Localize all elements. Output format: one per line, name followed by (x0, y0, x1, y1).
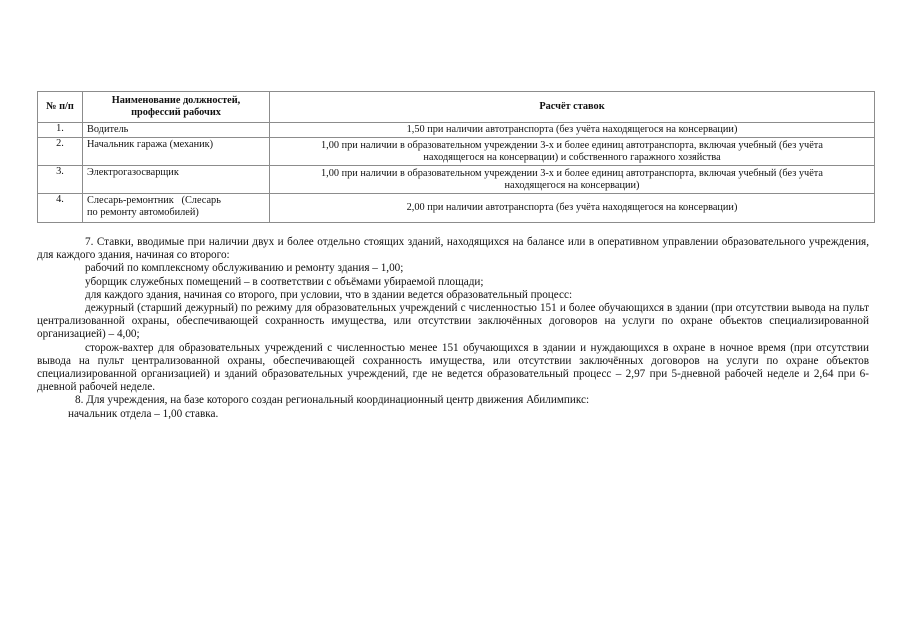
row-number: 1. (38, 123, 83, 138)
row-position (83, 194, 270, 223)
row-rate: 2,00 при наличии автотранспорта (без учёта находящегося на консервации) (270, 194, 875, 223)
row-rate (270, 138, 875, 166)
header-number: № п/п (38, 92, 83, 123)
list-item-each-building: для каждого здания, начиная со второго, при условии, что в здании ведется образовательный процесс: (85, 288, 573, 301)
staff-rates-table (37, 91, 875, 223)
row-position-line1: Слесарь-ремонтник (Слесарь (87, 195, 221, 206)
row-rate: 1,50 при наличии автотранспорта (без учёта находящегося на консервации) (270, 123, 875, 138)
table-row (38, 166, 875, 194)
paragraph-7: 7. Ставки, вводимые при наличии двух и более отдельно стоящих зданий, находящихся на балансе или в оперативном управлении образовательного учреждения, для каждого здания, начиная со второго: (37, 236, 869, 262)
row-number: 2. (38, 138, 83, 166)
row-number: 3. (38, 166, 83, 194)
row-position: Начальник гаража (механик) (83, 138, 270, 166)
list-item-watchman: сторож-вахтер для образовательных учреждений с численностью менее 151 обучающихся в здании и нуждающихся в охране в ночное время (при отсутствии вывода на пульт централизованной охраны, обеспечивающей сохранность имущества, или отсутствии заключённых договоров на услуги по охране объектов специализированной организацией) и зданий образовательных учреждений, где не ведется образовательный процесс – 2,97 при 5-дневной рабочей неделе и 2,64 при 6-дневной рабочей неделе. (37, 341, 869, 394)
list-item-department-head: начальник отдела – 1,00 ставка. (68, 407, 219, 420)
row-position-line2: по ремонту автомобилей) (87, 207, 199, 218)
header-rate-calculation: Расчёт ставок (270, 92, 875, 123)
row-position: Электрогазосварщик (83, 166, 270, 194)
table-row (38, 194, 875, 223)
row-rate-line1: 1,00 при наличии в образовательном учреждении 3-х и более единиц автотранспорта, включая учебный (без учёта (321, 167, 823, 179)
body-text (37, 236, 869, 421)
list-item-duty-officer: дежурный (старший дежурный) по режиму для образовательных учреждений с численностью 151 и более обучающихся в здании (при отсутствии вывода на пульт централизованной охраны, обеспечивающей сохранность имущества, или отсутствии заключённых договоров на услуги по охране объектов специализированной организацией) – 4,00; (37, 302, 869, 341)
list-item-maintenance-worker: рабочий по комплексному обслуживанию и ремонту здания – 1,00; (85, 262, 404, 275)
row-rate-line2: находящегося на консервации) (504, 179, 640, 191)
header-position-name (83, 92, 270, 123)
table-header-row (38, 92, 875, 123)
row-rate (270, 166, 875, 194)
row-position: Водитель (83, 123, 270, 138)
table-row (38, 138, 875, 166)
list-item-cleaner: уборщик служебных помещений – в соответствии с объёмами убираемой площади; (85, 275, 484, 288)
header-position-name-line2: профессий рабочих (131, 107, 221, 118)
row-rate-line1: 1,00 при наличии в образовательном учреждении 3-х и более единиц автотранспорта, включая учебный (без учёта (321, 139, 823, 151)
row-rate-line2: находящегося на консервации) и собственного гаражного хозяйства (423, 151, 721, 163)
row-number: 4. (38, 194, 83, 223)
paragraph-8: 8. Для учреждения, на базе которого создан региональный координационный центр движения Абилимпикс: (75, 394, 590, 407)
header-position-name-line1: Наименование должностей, (111, 95, 241, 106)
table-row (38, 123, 875, 138)
